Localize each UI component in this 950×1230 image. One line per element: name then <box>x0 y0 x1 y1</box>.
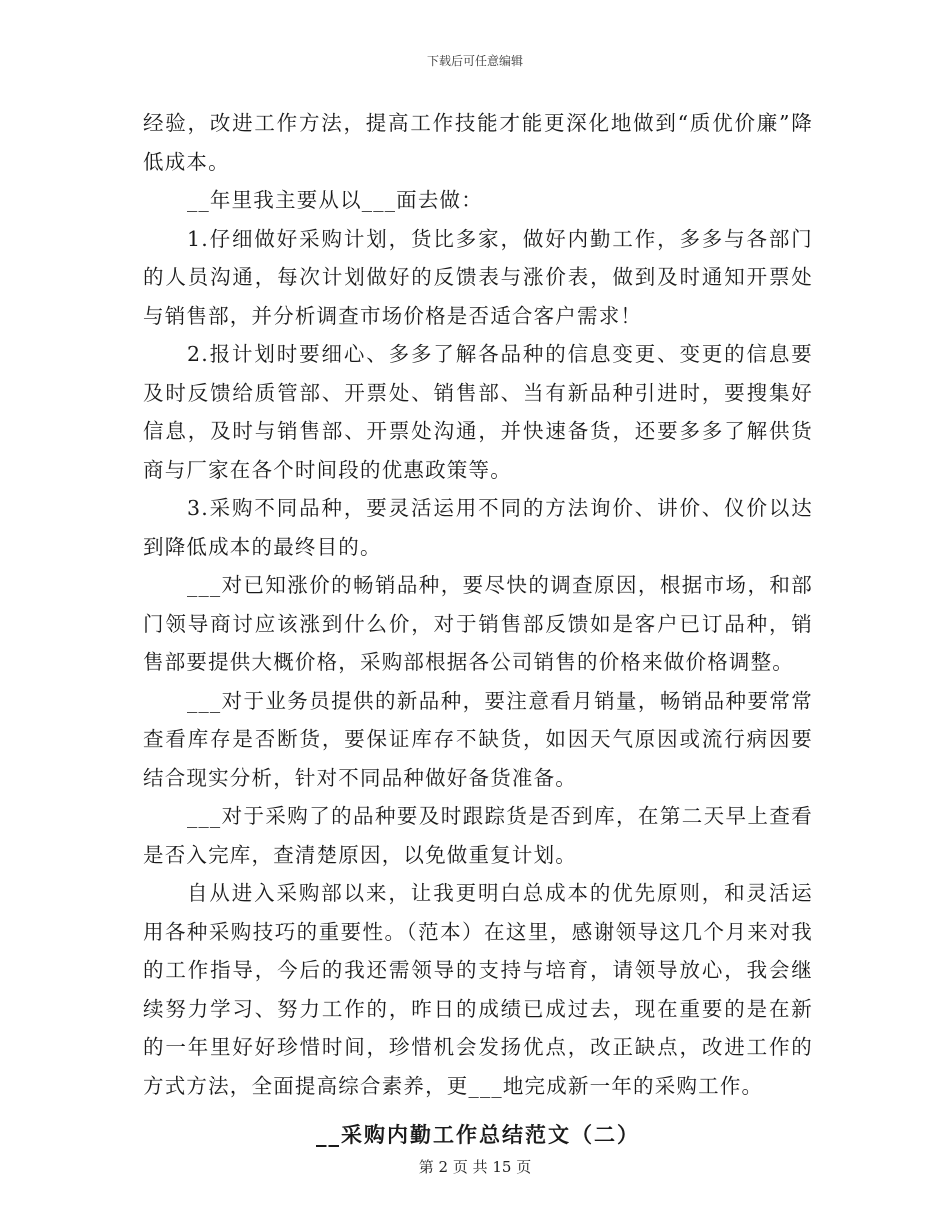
paragraph-tracking: ___对于采购了的品种要及时跟踪货是否到库，在第二天早上查看是否入完库，查清楚原因，以免做重复计划。 <box>143 804 813 867</box>
paragraph-conclusion: 自从进入采购部以来，让我更明白总成本的优先原则，和灵活运用各种采购技巧的重要性。（范本）在这里，感谢领导这几个月来对我的工作指导，今后的我还需领导的支持与培育，请领导放心，我会继续努力学习、努力工作的，昨日的成绩已成过去，现在重要的是在新的一年里好好珍惜时间，珍惜机会发扬优点，改正缺点，改进工作的方式方法，全面提高综合素养，更___地完成新一年的采购工作。 <box>143 881 813 1098</box>
section-title: __采购内勤工作总结范文（二） <box>316 1122 640 1147</box>
paragraph-intro: __年里我主要从以___面去做： <box>187 188 483 212</box>
paragraph-item-3: 3.采购不同品种，要灵活运用不同的方法询价、讲价、仪价以达到降低成本的最终目的。 <box>143 496 813 559</box>
page-number: 第 2 页 共 15 页 <box>418 1158 532 1176</box>
paragraph-item-2: 2.报计划时要细心、多多了解各品种的信息变更、变更的信息要及时反馈给质管部、开票处、销售部、当有新品种引进时，要搜集好信息，及时与销售部、开票处沟通，并快速备货，还要多多了解供货商与厂家在各个时间段的优惠政策等。 <box>143 342 813 482</box>
page-header-note: 下载后可任意编辑 <box>426 54 523 68</box>
paragraph-new-products: ___对于业务员提供的新品种，要注意看月销量，畅销品种要常常查看库存是否断货，要保证库存不缺货，如因天气原因或流行病因要结合现实分析，针对不同品种做好备货准备。 <box>143 688 813 790</box>
paragraph-price-increase: ___对已知涨价的畅销品种，要尽快的调查原因，根据市场，和部门领导商讨应该涨到什么价，对于销售部反馈如是客户已订品种，销售部要提供大概价格，采购部根据各公司销售的价格来做价格调整。 <box>143 573 813 674</box>
paragraph-item-1: 1.仔细做好采购计划，货比多家，做好内勤工作，多多与各部门的人员沟通，每次计划做好的反馈表与涨价表，做到及时通知开票处与销售部，并分析调查市场价格是否适合客户需求！ <box>143 226 813 328</box>
document-body <box>143 104 813 1155</box>
paragraph-continuation: 经验，改进工作方法，提高工作技能才能更深化地做到“质优价廉”降低成本。 <box>143 111 813 174</box>
